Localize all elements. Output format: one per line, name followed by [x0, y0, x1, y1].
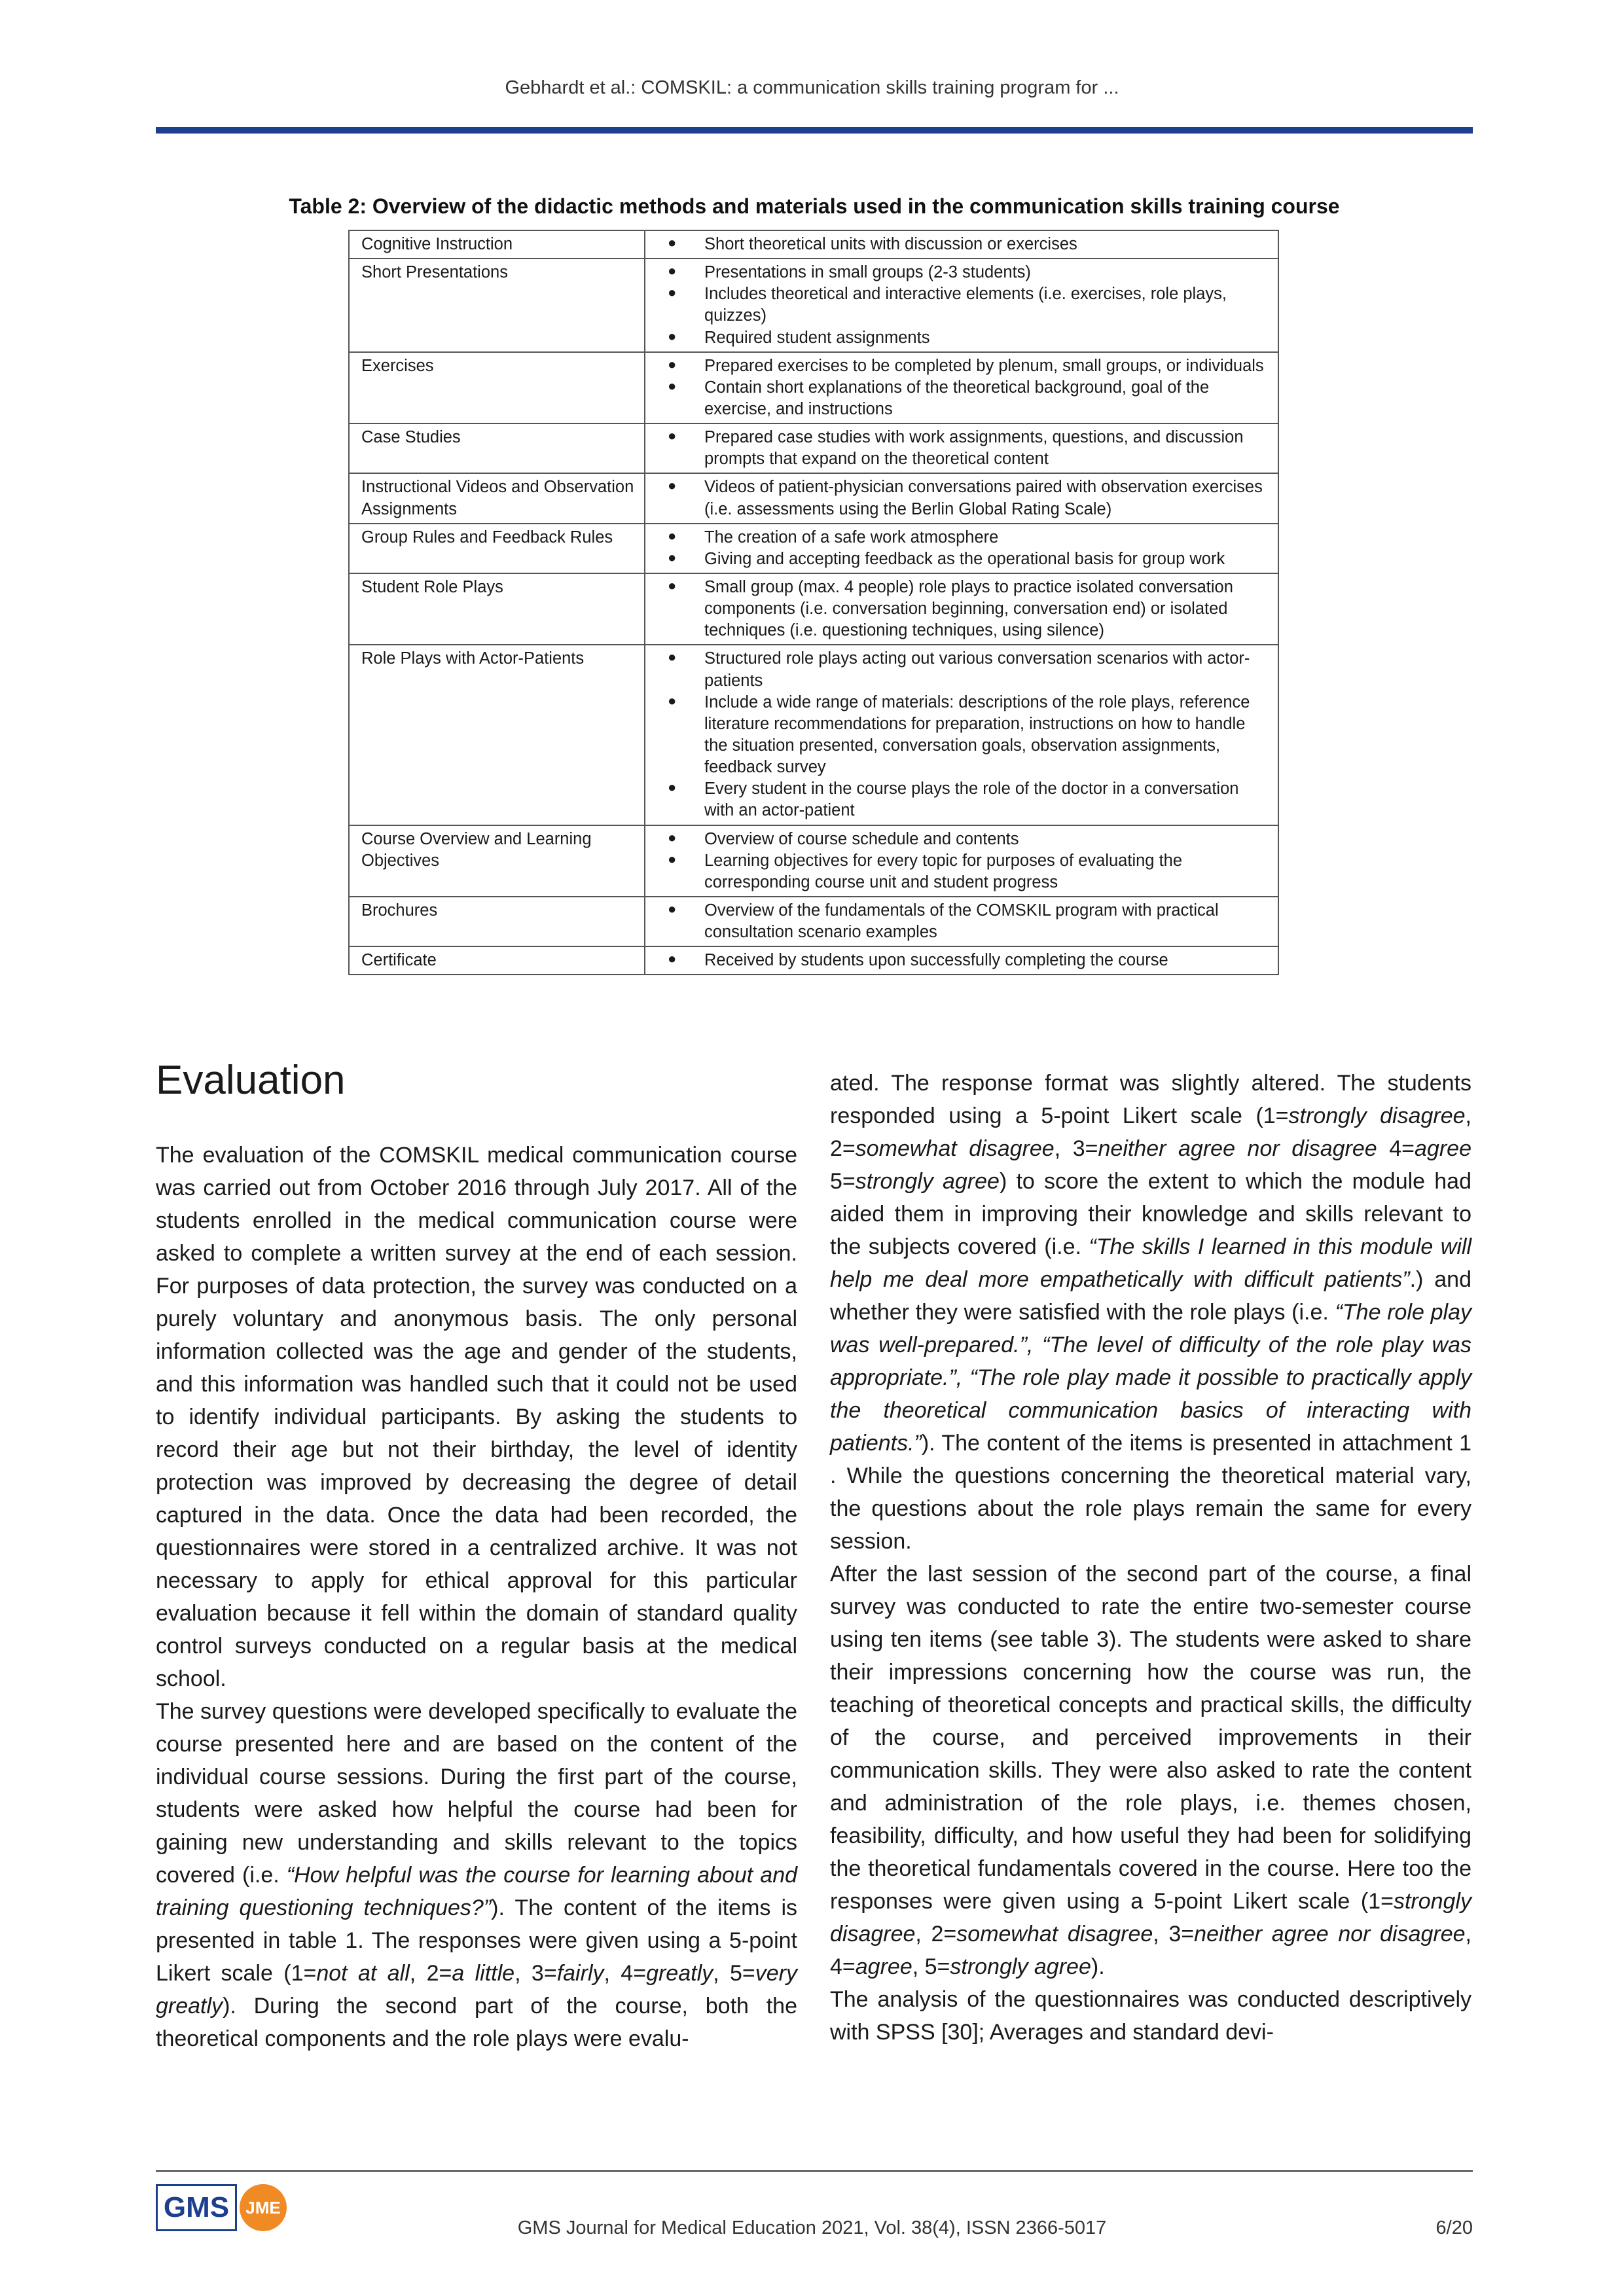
- table-row: [349, 825, 1278, 897]
- left-column: [156, 1139, 797, 2055]
- gms-logo-text: GMS: [156, 2184, 237, 2231]
- bullet-text: Received by students upon successfully completing the course: [704, 951, 1168, 970]
- method-cell: Role Plays with Actor-Patients: [349, 645, 645, 825]
- bullet-item: [657, 778, 1270, 821]
- description-cell: [645, 573, 1278, 645]
- footer-rule: [156, 2170, 1473, 2172]
- bullet-list: [657, 950, 1270, 971]
- bullet-list: [657, 355, 1270, 420]
- bullet-item: [657, 527, 1270, 548]
- description-cell: [645, 259, 1278, 352]
- bullet-icon: ●: [668, 377, 677, 394]
- bullet-icon: ●: [668, 284, 677, 301]
- table-row: [349, 230, 1278, 259]
- bullet-text: Prepared case studies with work assignments, questions, and discussion prompts that expand on the theoretical content: [704, 428, 1244, 469]
- description-cell: [645, 897, 1278, 946]
- bullet-text: Include a wide range of materials: descriptions of the role plays, reference literature recommendations for preparation, instructions on how to handle the situation presented, conversation goals, observation assignments, feedback survey: [704, 692, 1250, 777]
- method-cell: Case Studies: [349, 423, 645, 473]
- method-cell: Certificate: [349, 946, 645, 975]
- paragraph: The survey questions were developed specifically to evaluate the course presented here and are based on the content of the individual course sessions. During the first part of the course, students were asked how helpful the course had been for gaining new understanding and skills relevant to the topics covered (i.e. “How helpful was the course for learning about and training questioning techniques?”). The content of the items is presented in table 1. The responses were given using a 5-point Likert scale (1=not at all, 2=a little, 3=fairly, 4=greatly, 5=very greatly). During the second part of the course, both the theoretical components and the role plays were evalu-: [156, 1699, 798, 2051]
- jme-logo-badge: JME: [240, 2184, 287, 2231]
- method-cell: Course Overview and Learning Objectives: [349, 825, 645, 897]
- bullet-text: The creation of a safe work atmosphere: [704, 528, 999, 547]
- bullet-text: Overview of course schedule and contents: [704, 829, 1019, 848]
- bullet-list: [657, 476, 1270, 520]
- method-cell: Instructional Videos and Observation Assignments: [349, 473, 645, 523]
- method-cell: Short Presentations: [349, 259, 645, 352]
- bullet-list: [657, 527, 1270, 570]
- table-row: [349, 524, 1278, 573]
- paragraph: The evaluation of the COMSKIL medical communication course was carried out from October 2016 through July 2017. All of the students enrolled in the medical communication course were asked to complete a written survey at the end of each session. For purposes of data protection, the survey was conducted on a purely voluntary and anonymous basis. The only personal information collected was the age and gender of the students, and this information was handled such that it could not be used to identify individual participants. By asking the students to record their age but not their birthday, the level of identity protection was improved by decreasing the degree of detail captured in the data. Once the data had been recorded, the questionnaires were stored in a centralized archive. It was not necessary to apply for ethical approval for this particular evaluation because it fell within the domain of standard quality control surveys conducted on a regular basis at the medical school.: [156, 1143, 797, 1691]
- bullet-item: [657, 262, 1270, 283]
- bullet-item: [657, 355, 1270, 377]
- bullet-text: Contain short explanations of the theoretical background, goal of the exercise, and instructions: [704, 378, 1210, 418]
- method-cell: Student Role Plays: [349, 573, 645, 645]
- table-row: [349, 352, 1278, 423]
- paragraph: ated. The response format was slightly altered. The students responded using a 5-point Likert scale (1=strongly disagree, 2=somewhat disagree, 3=neither agree nor disagree 4=agree 5=strongly agree) to score the extent to which the module had aided them in improving their knowledge and skills relevant to the subjects covered (i.e. “The skills I learned in this module will help me deal more empathetically with difficult patients”.) and whether they were satisfied with the role plays (i.e. “The role play was well-prepared.”, “The level of difficulty of the role play was appropriate.”, “The role play made it possible to practically apply the theoretical communication basics of interacting with patients.”). The content of the items is presented in attachment 1 . While the questions concerning the theoretical material vary, the questions about the role plays remain the same for every session.: [830, 1071, 1471, 1554]
- bullet-text: Presentations in small groups (2-3 students): [704, 263, 1031, 282]
- didactic-methods-table: [348, 230, 1279, 975]
- bullet-list: [657, 262, 1270, 349]
- bullet-text: Short theoretical units with discussion or exercises: [704, 235, 1077, 253]
- method-cell: Exercises: [349, 352, 645, 423]
- table-row: [349, 946, 1278, 975]
- bullet-item: [657, 648, 1270, 691]
- description-cell: [645, 524, 1278, 573]
- bullet-item: [657, 548, 1270, 570]
- bullet-icon: ●: [668, 692, 677, 709]
- description-cell: [645, 423, 1278, 473]
- bullet-item: [657, 692, 1270, 779]
- table-caption: Table 2: Overview of the didactic methods and materials used in the communication skills training course: [289, 194, 1340, 218]
- table-row: [349, 259, 1278, 352]
- bullet-icon: ●: [668, 262, 677, 279]
- bullet-item: [657, 829, 1270, 850]
- bullet-item: [657, 850, 1270, 893]
- description-cell: [645, 473, 1278, 523]
- bullet-icon: ●: [668, 548, 677, 565]
- description-cell: [645, 645, 1278, 825]
- bullet-icon: ●: [668, 779, 677, 796]
- section-heading: Evaluation: [156, 1058, 346, 1103]
- bullet-text: Includes theoretical and interactive elements (i.e. exercises, role plays, quizzes): [704, 285, 1227, 325]
- bullet-list: [657, 648, 1270, 821]
- bullet-icon: ●: [668, 577, 677, 594]
- bullet-icon: ●: [668, 427, 677, 444]
- page-number: 6/20: [1435, 2217, 1473, 2238]
- bullet-icon: ●: [668, 850, 677, 867]
- bullet-item: [657, 283, 1270, 327]
- table-body: [349, 230, 1278, 975]
- table-row: [349, 473, 1278, 523]
- bullet-text: Overview of the fundamentals of the COMSKIL program with practical consultation scenario examples: [704, 901, 1219, 942]
- bullet-icon: ●: [668, 900, 677, 917]
- description-cell: [645, 946, 1278, 975]
- description-cell: [645, 352, 1278, 423]
- bullet-item: [657, 377, 1270, 420]
- bullet-text: Every student in the course plays the role of the doctor in a conversation with an actor-patient: [704, 780, 1239, 820]
- bullet-icon: ●: [668, 950, 677, 967]
- bullet-text: Prepared exercises to be completed by plenum, small groups, or individuals: [704, 356, 1264, 375]
- bullet-item: [657, 577, 1270, 641]
- running-header: Gebhardt et al.: COMSKIL: a communication skills training program for ...: [505, 77, 1119, 98]
- bullet-text: Learning objectives for every topic for purposes of evaluating the corresponding course unit and student progress: [704, 851, 1183, 891]
- bullet-text: Giving and accepting feedback as the operational basis for group work: [704, 549, 1225, 568]
- paragraph: The analysis of the questionnaires was conducted descriptively with SPSS [30]; Averages and standard devi-: [830, 1987, 1471, 2045]
- bullet-icon: ●: [668, 477, 677, 494]
- table-row: [349, 897, 1278, 946]
- bullet-text: Required student assignments: [704, 328, 930, 347]
- right-column: [830, 1067, 1471, 2049]
- bullet-icon: ●: [668, 355, 677, 372]
- description-cell: [645, 825, 1278, 897]
- bullet-item: [657, 327, 1270, 349]
- bullet-list: [657, 577, 1270, 641]
- bullet-item: [657, 427, 1270, 470]
- bullet-text: Videos of patient-physician conversations paired with observation exercises (i.e. assessments using the Berlin Global Rating Scale): [704, 478, 1263, 518]
- method-cell: Brochures: [349, 897, 645, 946]
- bullet-list: [657, 900, 1270, 943]
- bullet-item: [657, 900, 1270, 943]
- paragraph: After the last session of the second part of the course, a final survey was conducted to rate the entire two-semester course using ten items (see table 3). The students were asked to share their impressions concerning how the course was run, the teaching of theoretical concepts and practical skills, the difficulty of the course, and perceived improvements in their communication skills. They were also asked to rate the content and administration of the role plays, i.e. themes chosen, feasibility, difficulty, and how useful they had been for solidifying the theoretical fundamentals covered in the course. Here too the responses were given using a 5-point Likert scale (1=strongly disagree, 2=somewhat disagree, 3=neither agree nor disagree, 4=agree, 5=strongly agree).: [830, 1562, 1471, 1979]
- table-row: [349, 573, 1278, 645]
- table-row: [349, 645, 1278, 825]
- bullet-text: Structured role plays acting out various conversation scenarios with actor-patients: [704, 649, 1250, 690]
- bullet-icon: ●: [668, 327, 677, 344]
- bullet-list: [657, 427, 1270, 470]
- method-cell: Cognitive Instruction: [349, 230, 645, 259]
- bullet-icon: ●: [668, 527, 677, 544]
- bullet-item: [657, 950, 1270, 971]
- bullet-icon: ●: [668, 649, 677, 666]
- footer-journal-citation: GMS Journal for Medical Education 2021, Vol. 38(4), ISSN 2366-5017: [517, 2217, 1107, 2238]
- description-cell: [645, 230, 1278, 259]
- header-rule: [156, 127, 1473, 134]
- bullet-list: [657, 829, 1270, 893]
- table-row: [349, 423, 1278, 473]
- bullet-icon: ●: [668, 234, 677, 251]
- bullet-item: [657, 476, 1270, 520]
- method-cell: Group Rules and Feedback Rules: [349, 524, 645, 573]
- bullet-text: Small group (max. 4 people) role plays to practice isolated conversation components (i.e. conversation beginning, conversation end) or isolated techniques (i.e. questioning techniques, using silence): [704, 577, 1233, 640]
- bullet-item: [657, 234, 1270, 255]
- bullet-list: [657, 234, 1270, 255]
- bullet-icon: ●: [668, 829, 677, 846]
